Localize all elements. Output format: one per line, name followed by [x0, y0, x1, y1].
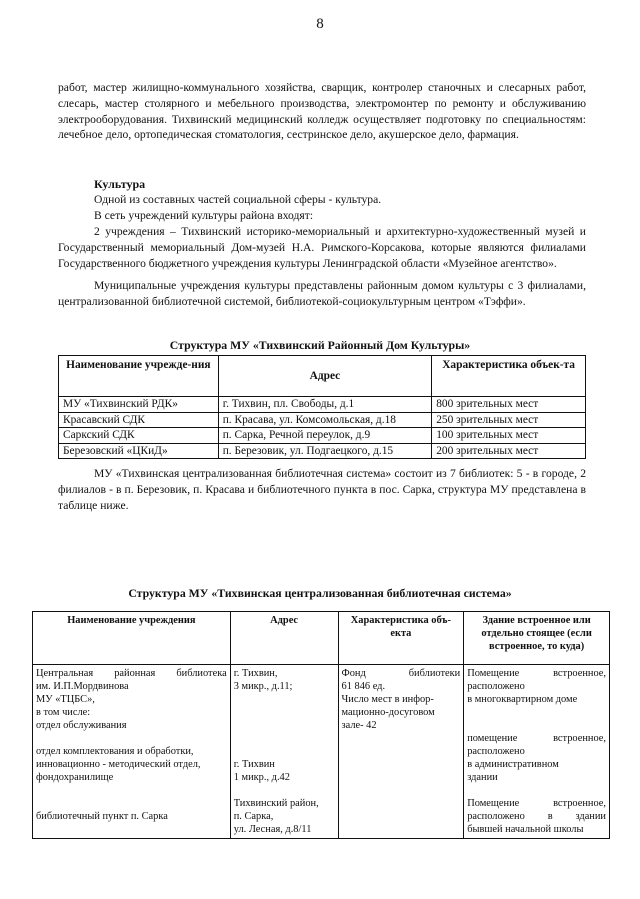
cell-characteristic: 250 зрительных мест [432, 412, 586, 428]
text-line: библиотечный пункт п. Сарка [36, 811, 168, 822]
text-line: бывшей начальной школы [467, 824, 584, 835]
cell-name [33, 665, 231, 839]
page-number: 8 [316, 16, 324, 32]
library-structure-table [32, 611, 610, 839]
text-fragment: встроенное, [553, 733, 606, 744]
header-name: Наименование учрежде-ния [59, 356, 219, 397]
culture-paragraph-municipal: Муниципальные учреждения культуры представлены районным домом культуры с 3 филиалами, централизованной библиотечной системой, библиотекой-социокультурным центром «Тэффи». [58, 279, 586, 308]
header-address: Адрес [218, 356, 432, 397]
culture-heading: Культура [94, 177, 146, 191]
text-line: п. Сарка, [233, 811, 274, 822]
text-fragment: Помещение [467, 668, 520, 679]
table-header-row [59, 356, 586, 397]
culture-paragraph-museums: 2 учреждения – Тихвинский историко-мемориальный и архитектурно-художественный музей и Государственный мемориальный Дом-музей Н.А. Римского-Корсакова, которые являются филиалами Государственного бюджетного учреждения культуры Ленинградской области «Музейное агентство». [58, 225, 586, 270]
header-address: Адрес [230, 612, 338, 665]
cell-name: Красавский СДК [59, 412, 219, 428]
cell-address: п. Красава, ул. Комсомольская, д.18 [218, 412, 432, 428]
text-fragment: районная [114, 668, 156, 679]
text-line: в многоквартирном доме [467, 694, 578, 705]
text-line: в том числе: [36, 707, 91, 718]
text-fragment: библиотека [176, 668, 227, 679]
culture-line-1: Одной из составных частей социальной сферы - культура. [94, 193, 382, 206]
cell-name: Саркский СДК [59, 428, 219, 444]
cell-characteristic: 100 зрительных мест [432, 428, 586, 444]
cell-building [464, 665, 610, 839]
text-fragment: библиотеки [408, 668, 461, 679]
table-row [59, 412, 586, 428]
text-line: в административном [467, 759, 559, 770]
table2-title: Структура МУ «Тихвинская централизованная библиотечная система» [128, 586, 512, 600]
cell-address: п. Сарка, Речной переулок, д.9 [218, 428, 432, 444]
text-line: г. Тихвин, [233, 668, 278, 679]
text-line: мационно-досуговом [341, 707, 435, 718]
text-line: здании [467, 772, 498, 783]
text-fragment: Фонд [341, 668, 366, 679]
header-characteristic: Характеристика объек-та [432, 356, 586, 397]
text-line: расположено [467, 746, 525, 757]
rdk-structure-table [58, 355, 586, 459]
text-line: 3 микр., д.11; [233, 681, 293, 692]
culture-line-2: В сеть учреждений культуры района входят: [94, 209, 314, 222]
text-line: им. И.П.Мордвинова [36, 681, 129, 692]
text-line: фондохранилище [36, 772, 114, 783]
text-line: расположено [467, 681, 525, 692]
text-line: инновационно - методический отдел, [36, 759, 201, 770]
table-row [33, 665, 610, 839]
text-fragment: помещение [467, 733, 518, 744]
cell-address [230, 665, 338, 839]
table-header-row [33, 612, 610, 665]
cell-characteristic [338, 665, 464, 839]
table-row [59, 428, 586, 444]
table-row [59, 397, 586, 413]
text-line: отдел комплектования и обработки, [36, 746, 194, 757]
text-fragment: в [547, 811, 553, 822]
text-line: 61 846 ед. [341, 681, 386, 692]
header-building: Здание встроенное или отдельно стоящее (если встроенное, то куда) [464, 612, 610, 665]
table-row [59, 443, 586, 459]
text-fragment: Центральная [36, 668, 94, 679]
text-line: МУ «ТЦБС», [36, 694, 95, 705]
header-characteristic: Характеристика объ-екта [338, 612, 464, 665]
text-line: 1 микр., д.42 [233, 772, 290, 783]
cell-name: МУ «Тихвинский РДК» [59, 397, 219, 413]
text-fragment: встроенное, [553, 798, 606, 809]
header-name: Наименование учреждения [33, 612, 231, 665]
text-line: зале- 42 [341, 720, 377, 731]
text-fragment: здании [575, 811, 606, 822]
table1-title: Структура МУ «Тихвинский Районный Дом Культуры» [169, 338, 471, 352]
text-line: Тихвинский район, [233, 798, 319, 809]
text-line: отдел обслуживания [36, 720, 127, 731]
library-paragraph: МУ «Тихвинская централизованная библиотечная система» состоит из 7 библиотек: 5 - в городе, 2 филиалов - в п. Березовик, п. Красава и библиотечного пункта в пос. Сарка, структура МУ представлена в таблице ниже. [58, 467, 586, 512]
cell-characteristic: 200 зрительных мест [432, 443, 586, 459]
text-line: ул. Лесная, д.8/11 [233, 824, 312, 835]
cell-characteristic: 800 зрительных мест [432, 397, 586, 413]
intro-paragraph: работ, мастер жилищно-коммунального хозяйства, сварщик, контролер станочных и слесарных работ, слесарь, мастер столярного и мебельного производства, электромонтер по ремонту и обслуживанию электрооборудования. Тихвинский медицинский колледж осуществляет подготовку по специальностям: лечебное дело, ортопедическая стоматология, сестринское дело, акушерское дело, фармация. [58, 81, 586, 142]
text-fragment: Помещение [467, 798, 520, 809]
cell-address: г. Тихвин, пл. Свободы, д.1 [218, 397, 432, 413]
text-fragment: встроенное, [553, 668, 606, 679]
text-line: г. Тихвин [233, 759, 275, 770]
cell-name: Березовский «ЦКиД» [59, 443, 219, 459]
text-line: Число мест в инфор- [341, 694, 434, 705]
text-fragment: расположено [467, 811, 525, 822]
cell-address: п. Березовик, ул. Подгаецкого, д.15 [218, 443, 432, 459]
